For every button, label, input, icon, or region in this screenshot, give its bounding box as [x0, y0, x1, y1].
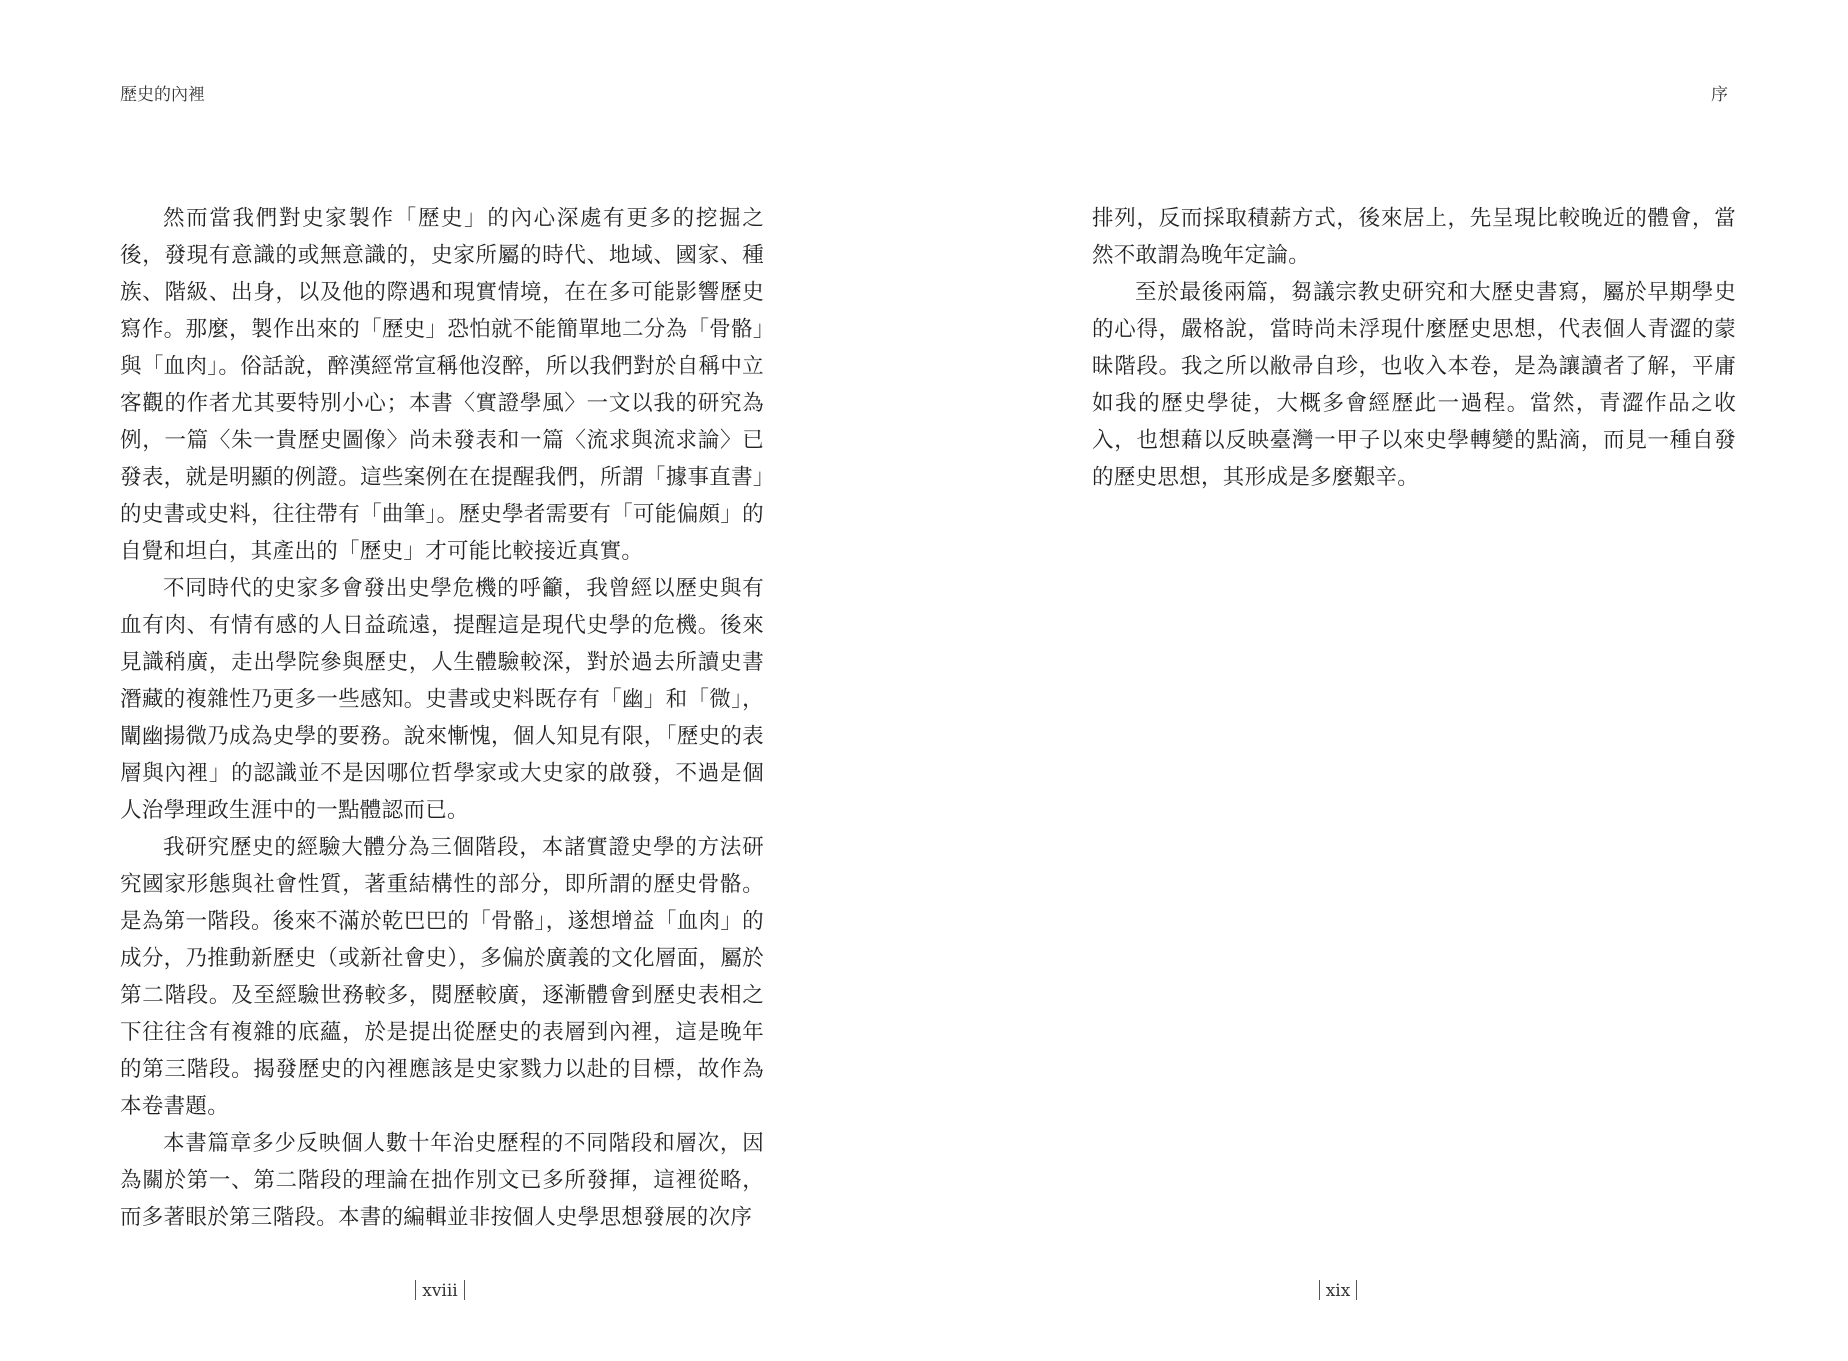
- paragraph: 不同時代的史家多會發出史學危機的呼籲，我曾經以歷史與有血有肉、有情有感的人日益疏遠，提醒這是現代史學的危機。後來見識稍廣，走出學院參與歷史，人生體驗較深，對於過去所讀史書潛藏的複雜性乃更多一些感知。史書或史料既存有「幽」和「微」，闡幽揚微乃成為史學的要務。說來慚愧，個人知見有限，「歷史的表層與內裡」的認識並不是因哪位哲學家或大史家的啟發，不過是個人治學理政生涯中的一點體認而已。: [120, 576, 764, 823]
- running-header-section-title: 序: [1711, 85, 1728, 105]
- paragraph: 然而當我們對史家製作「歷史」的內心深處有更多的挖掘之後，發現有意識的或無意識的，史家所屬的時代、地域、國家、種族、階級、出身，以及他的際遇和現實情境，在在多可能影響歷史寫作。那麼，製作出來的「歷史」恐怕就不能簡單地二分為「骨骼」與「血肉」。俗話說，醉漢經常宣稱他沒醉，所以我們對於自稱中立客觀的作者尤其要特別小心；本書〈實證學風〉一文以我的研究為例，一篇〈朱一貴歷史圖像〉尚未發表和一篇〈流求與流求論〉已發表，就是明顯的例證。這些案例在在提醒我們，所謂「據事直書」的史書或史料，往往帶有「曲筆」。歷史學者需要有「可能偏頗」的自覺和坦白，其產出的「歷史」才可能比較接近真實。: [120, 206, 764, 564]
- paragraph: 至於最後兩篇，芻議宗教史研究和大歷史書寫，屬於早期學史的心得，嚴格說，當時尚未浮現什麼歷史思想，代表個人青澀的蒙昧階段。我之所以敝帚自珍，也收入本卷，是為讓讀者了解，平庸如我的歷史學徒，大概多會經歷此一過程。當然，青澀作品之收入，也想藉以反映臺灣一甲子以來史學轉變的點滴，而見一種自發的歷史思想，其形成是多麼艱辛。: [1092, 280, 1736, 490]
- folio-bar-left: [1319, 1280, 1320, 1300]
- folio-bar-left: [415, 1280, 416, 1300]
- right-body-text: [1092, 200, 1736, 496]
- left-body-text: [120, 200, 764, 1236]
- running-header-book-title: 歷史的內裡: [120, 85, 205, 105]
- page-number-text: xix: [1325, 1281, 1351, 1301]
- folio-bar-right: [1356, 1280, 1357, 1300]
- paragraph: 本書篇章多少反映個人數十年治史歷程的不同階段和層次，因為關於第一、第二階段的理論在拙作別文已多所發揮，這裡從略，而多著眼於第三階段。本書的編輯並非按個人史學思想發展的次序: [120, 1131, 764, 1230]
- folio-bar-right: [464, 1280, 465, 1300]
- paragraph: 我研究歷史的經驗大體分為三個階段，本諸實證史學的方法研究國家形態與社會性質，著重結構性的部分，即所謂的歷史骨骼。是為第一階段。後來不滿於乾巴巴的「骨骼」，遂想增益「血肉」的成分，乃推動新歷史（或新社會史），多偏於廣義的文化層面，屬於第二階段。及至經驗世務較多，閱歷較廣，逐漸體會到歷史表相之下往往含有複雜的底蘊，於是提出從歷史的表層到內裡，這是晚年的第三階段。揭發歷史的內裡應該是史家戮力以赴的目標，故作為本卷書題。: [120, 835, 764, 1119]
- page-number: [380, 1280, 500, 1302]
- page-number-text: xviii: [422, 1281, 458, 1301]
- right-page: [924, 0, 1848, 1361]
- page-number: [1278, 1280, 1398, 1302]
- paragraph-continued: 排列，反而採取積薪方式，後來居上，先呈現比較晚近的體會，當然不敢謂為晚年定論。: [1092, 206, 1736, 268]
